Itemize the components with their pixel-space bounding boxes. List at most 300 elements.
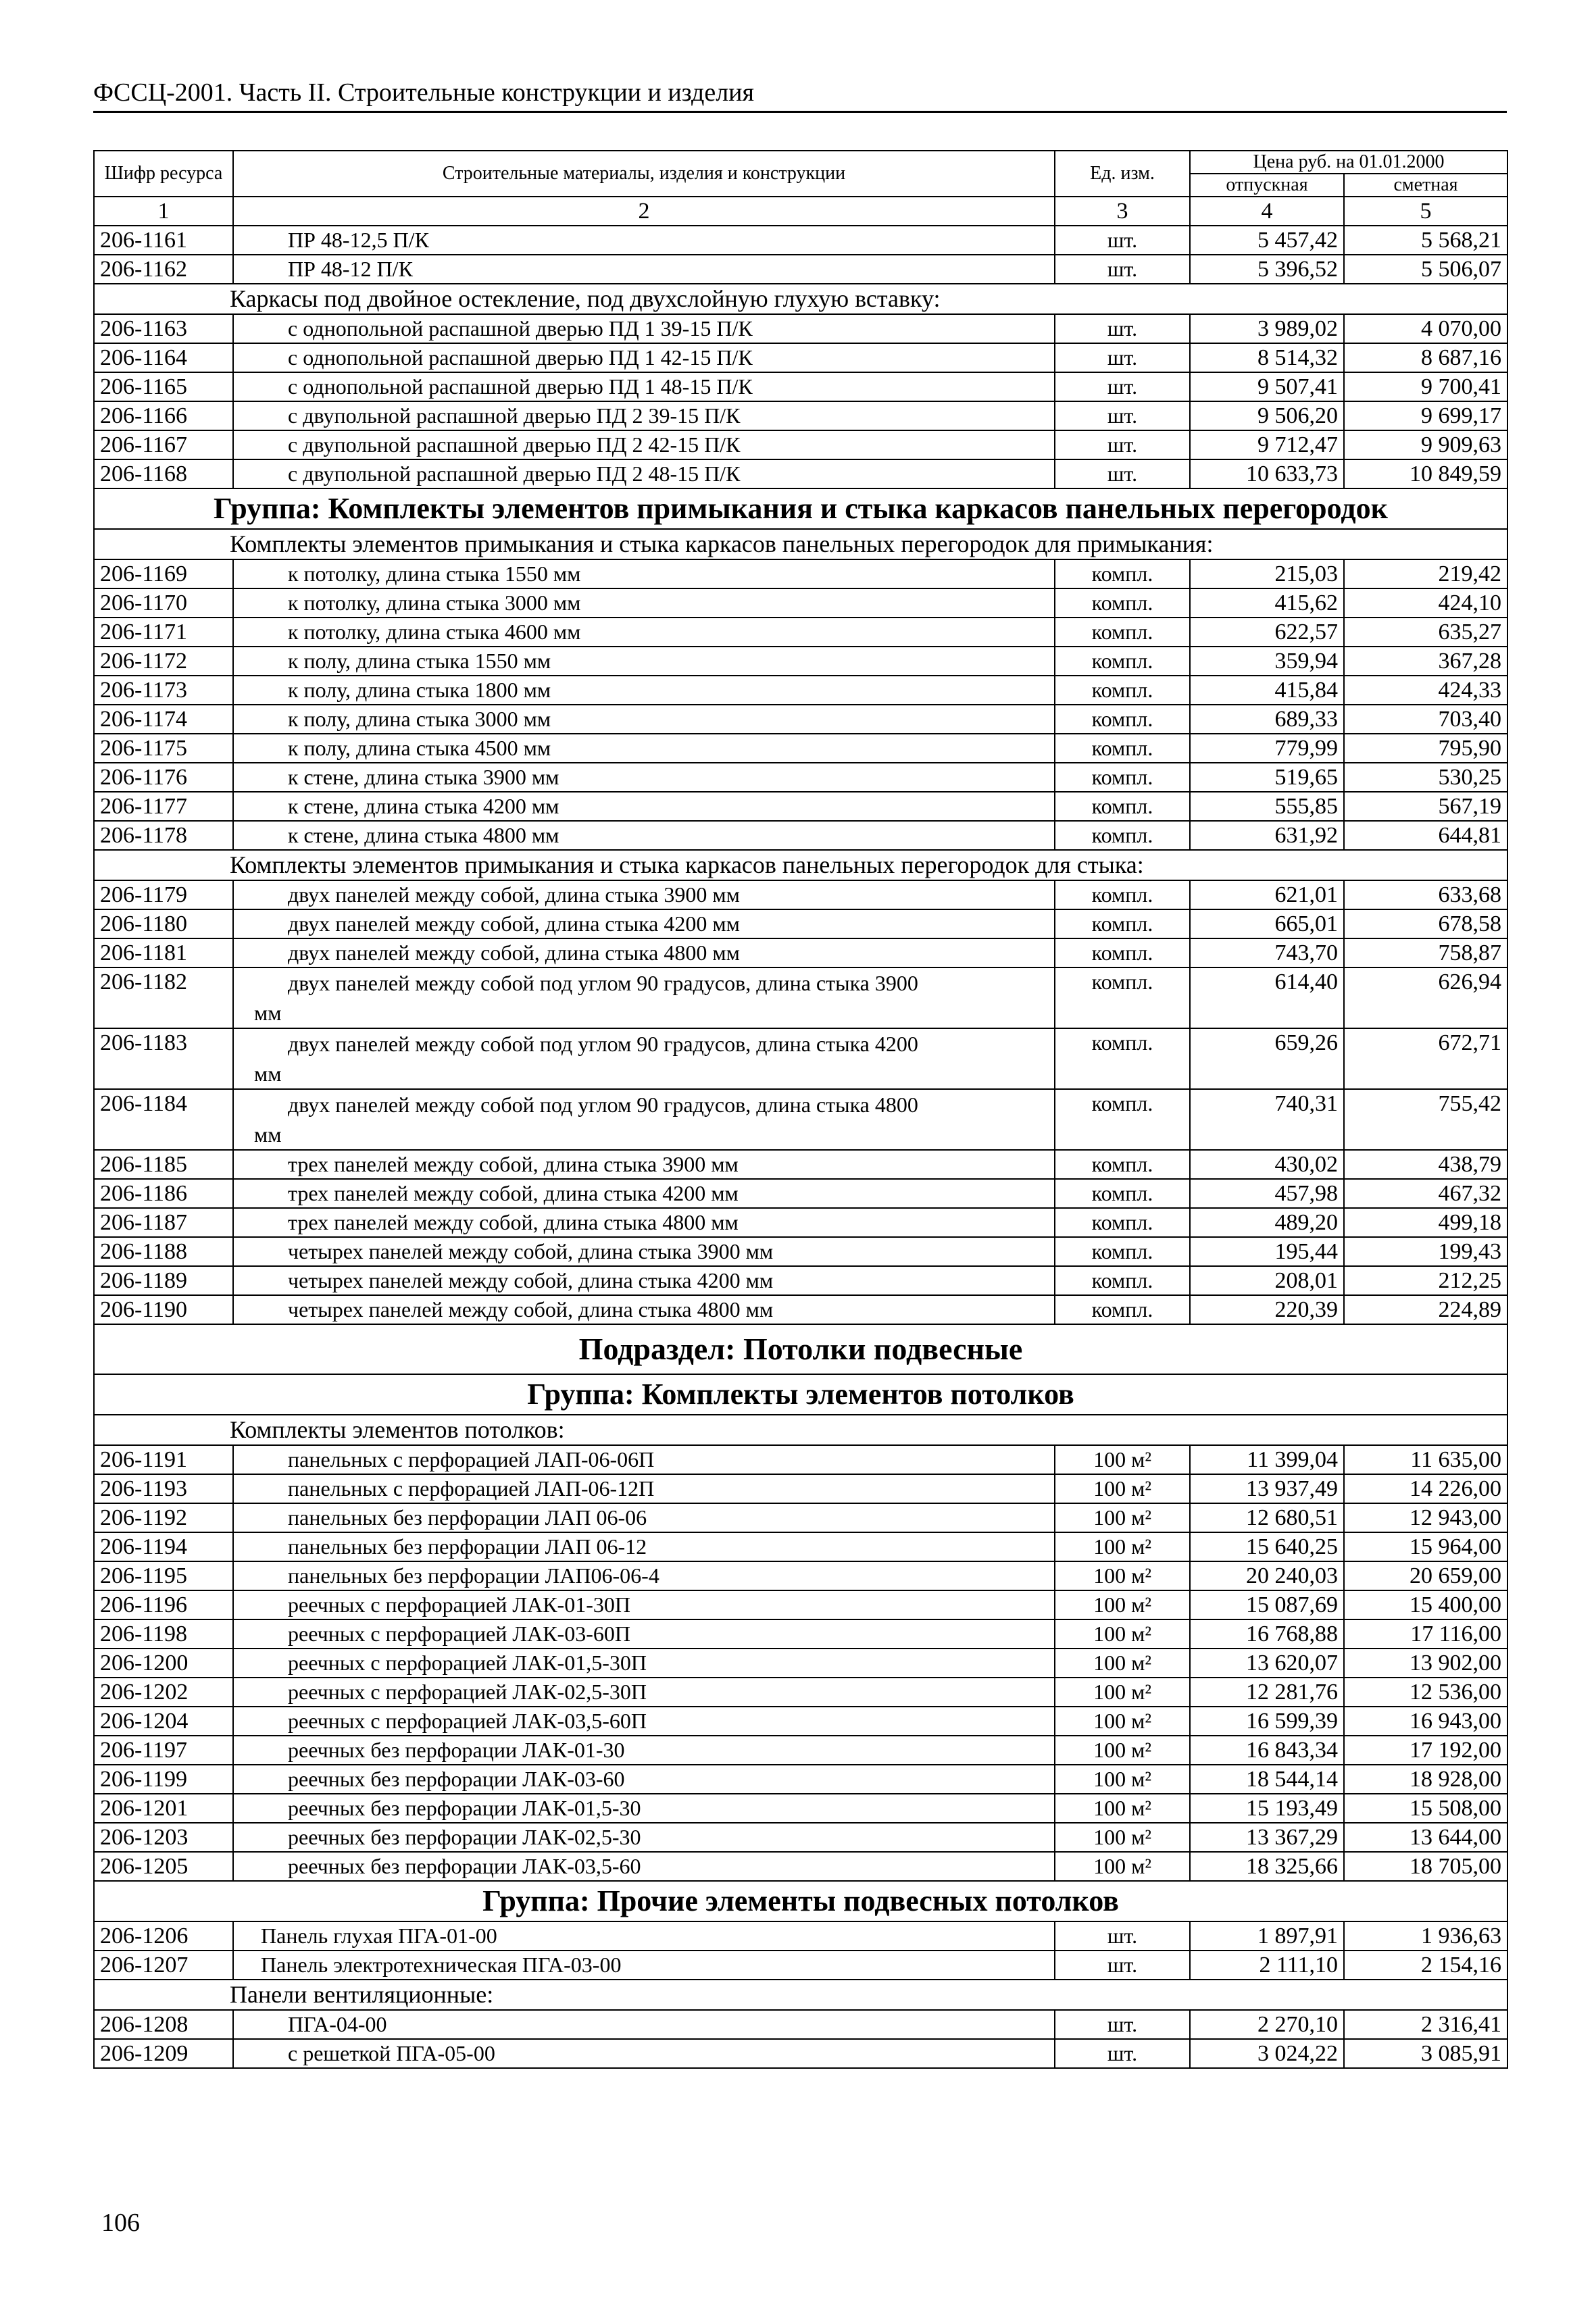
unit-of-measure: компл.	[1055, 1089, 1190, 1150]
release-price: 621,01	[1190, 880, 1344, 909]
item-name: ПР 48-12,5 П/К	[233, 226, 1055, 255]
item-name: реечных без перфорации ЛАК-01-30	[233, 1736, 1055, 1765]
release-price: 15 087,69	[1190, 1590, 1344, 1619]
item-name: к потолку, длина стыка 1550 мм	[233, 559, 1055, 588]
unit-of-measure: 100 м²	[1055, 1532, 1190, 1561]
table-row	[94, 559, 1507, 588]
unit-of-measure: 100 м²	[1055, 1474, 1190, 1503]
estimate-price: 626,94	[1344, 967, 1507, 1028]
resource-code: 206-1163	[94, 314, 233, 343]
item-name-continuation: мм	[254, 1001, 282, 1025]
unit-of-measure: компл.	[1055, 676, 1190, 705]
resource-code: 206-1168	[94, 459, 233, 488]
resource-code: 206-1182	[94, 967, 233, 1028]
table-row	[94, 1590, 1507, 1619]
item-name: ПГА-04-00	[233, 2010, 1055, 2039]
subgroup-heading: Комплекты элементов примыкания и стыка каркасов панельных перегородок для стыка:	[94, 850, 1507, 880]
estimate-price: 8 687,16	[1344, 343, 1507, 372]
table-row	[94, 1951, 1507, 1980]
release-price: 11 399,04	[1190, 1445, 1344, 1474]
release-price: 415,84	[1190, 676, 1344, 705]
table-row	[94, 430, 1507, 459]
unit-of-measure: компл.	[1055, 1028, 1190, 1089]
item-name: двух панелей между собой, длина стыка 3900 мм	[233, 880, 1055, 909]
item-name-continuation: мм	[254, 1061, 282, 1086]
table-row	[94, 1619, 1507, 1649]
resource-code: 206-1178	[94, 821, 233, 850]
table-row	[94, 1445, 1507, 1474]
group-heading-row	[94, 488, 1507, 529]
unit-of-measure: шт.	[1055, 226, 1190, 255]
group-heading: Группа: Комплекты элементов потолков	[94, 1374, 1507, 1415]
estimate-price: 16 943,00	[1344, 1707, 1507, 1736]
item-name: Панель глухая ПГА-01-00	[233, 1921, 1055, 1951]
subgroup-heading: Комплекты элементов примыкания и стыка каркасов панельных перегородок для примыкания:	[94, 529, 1507, 559]
estimate-price: 703,40	[1344, 705, 1507, 734]
release-price: 220,39	[1190, 1295, 1344, 1324]
estimate-price: 212,25	[1344, 1266, 1507, 1295]
release-price: 689,33	[1190, 705, 1344, 734]
unit-of-measure: компл.	[1055, 1150, 1190, 1179]
table-row	[94, 1852, 1507, 1881]
item-name: к потолку, длина стыка 4600 мм	[233, 618, 1055, 647]
resource-code: 206-1202	[94, 1678, 233, 1707]
subgroup-heading-row	[94, 850, 1507, 880]
release-price: 208,01	[1190, 1266, 1344, 1295]
item-name	[233, 967, 1055, 1028]
item-name: четырех панелей между собой, длина стыка 4800 мм	[233, 1295, 1055, 1324]
release-price: 195,44	[1190, 1237, 1344, 1266]
table-row	[94, 1503, 1507, 1532]
table-row	[94, 1532, 1507, 1561]
table-row	[94, 372, 1507, 401]
table-row	[94, 618, 1507, 647]
estimate-price: 17 192,00	[1344, 1736, 1507, 1765]
unit-of-measure: 100 м²	[1055, 1503, 1190, 1532]
resource-code: 206-1195	[94, 1561, 233, 1590]
release-price: 2 270,10	[1190, 2010, 1344, 2039]
table-row	[94, 226, 1507, 255]
release-price: 665,01	[1190, 909, 1344, 938]
header-estimate-price: сметная	[1344, 174, 1507, 197]
resource-code: 206-1183	[94, 1028, 233, 1089]
release-price: 457,98	[1190, 1179, 1344, 1208]
resource-code: 206-1201	[94, 1794, 233, 1823]
table-row	[94, 1150, 1507, 1179]
estimate-price: 14 226,00	[1344, 1474, 1507, 1503]
estimate-price: 13 902,00	[1344, 1649, 1507, 1678]
item-name-line: двух панелей между собой под углом 90 градусов, длина стыка 3900	[288, 971, 918, 995]
unit-of-measure: компл.	[1055, 734, 1190, 763]
table-row	[94, 676, 1507, 705]
table-row	[94, 314, 1507, 343]
unit-of-measure: шт.	[1055, 2039, 1190, 2068]
item-name: к полу, длина стыка 1800 мм	[233, 676, 1055, 705]
estimate-price: 13 644,00	[1344, 1823, 1507, 1852]
resource-code: 206-1187	[94, 1208, 233, 1237]
estimate-price: 467,32	[1344, 1179, 1507, 1208]
table-row	[94, 2039, 1507, 2068]
table-row	[94, 1266, 1507, 1295]
estimate-price: 678,58	[1344, 909, 1507, 938]
estimate-price: 18 928,00	[1344, 1765, 1507, 1794]
item-name: реечных без перфорации ЛАК-03-60	[233, 1765, 1055, 1794]
item-name: панельных без перфорации ЛАП 06-06	[233, 1503, 1055, 1532]
unit-of-measure: компл.	[1055, 705, 1190, 734]
unit-of-measure: 100 м²	[1055, 1619, 1190, 1649]
header-col-number: 2	[233, 197, 1055, 226]
release-price: 743,70	[1190, 938, 1344, 967]
item-name: к потолку, длина стыка 3000 мм	[233, 588, 1055, 618]
resource-code: 206-1200	[94, 1649, 233, 1678]
resource-code: 206-1162	[94, 255, 233, 284]
table-row	[94, 1208, 1507, 1237]
table-row	[94, 401, 1507, 430]
estimate-price: 424,10	[1344, 588, 1507, 618]
table-row	[94, 705, 1507, 734]
release-price: 9 712,47	[1190, 430, 1344, 459]
resource-code: 206-1186	[94, 1179, 233, 1208]
estimate-price: 15 964,00	[1344, 1532, 1507, 1561]
resource-code: 206-1185	[94, 1150, 233, 1179]
resource-code: 206-1170	[94, 588, 233, 618]
release-price: 18 544,14	[1190, 1765, 1344, 1794]
estimate-price: 199,43	[1344, 1237, 1507, 1266]
subgroup-heading: Панели вентиляционные:	[94, 1980, 1507, 2010]
estimate-price: 438,79	[1344, 1150, 1507, 1179]
unit-of-measure: компл.	[1055, 938, 1190, 967]
resource-code: 206-1197	[94, 1736, 233, 1765]
table-row	[94, 647, 1507, 676]
table-header	[94, 151, 1507, 226]
resource-code: 206-1169	[94, 559, 233, 588]
resource-code: 206-1172	[94, 647, 233, 676]
resource-code: 206-1198	[94, 1619, 233, 1649]
item-name: к стене, длина стыка 4200 мм	[233, 792, 1055, 821]
item-name: реечных с перфорацией ЛАК-01-30П	[233, 1590, 1055, 1619]
resource-code: 206-1179	[94, 880, 233, 909]
estimate-price: 20 659,00	[1344, 1561, 1507, 1590]
estimate-price: 12 943,00	[1344, 1503, 1507, 1532]
release-price: 415,62	[1190, 588, 1344, 618]
release-price: 622,57	[1190, 618, 1344, 647]
resource-code: 206-1191	[94, 1445, 233, 1474]
unit-of-measure: компл.	[1055, 1208, 1190, 1237]
resource-code: 206-1196	[94, 1590, 233, 1619]
item-name: реечных без перфорации ЛАК-03,5-60	[233, 1852, 1055, 1881]
release-price: 5 457,42	[1190, 226, 1344, 255]
item-name: панельных с перфорацией ЛАП-06-12П	[233, 1474, 1055, 1503]
item-name: четырех панелей между собой, длина стыка 3900 мм	[233, 1237, 1055, 1266]
item-name: трех панелей между собой, длина стыка 4800 мм	[233, 1208, 1055, 1237]
estimate-price: 5 568,21	[1344, 226, 1507, 255]
resource-code: 206-1173	[94, 676, 233, 705]
resource-code: 206-1203	[94, 1823, 233, 1852]
unit-of-measure: шт.	[1055, 2010, 1190, 2039]
section-heading: Подраздел: Потолки подвесные	[94, 1324, 1507, 1374]
group-heading: Группа: Прочие элементы подвесных потолков	[94, 1881, 1507, 1921]
estimate-price: 758,87	[1344, 938, 1507, 967]
table-row	[94, 343, 1507, 372]
header-col-number: 4	[1190, 197, 1344, 226]
subgroup-heading-row	[94, 529, 1507, 559]
item-name: к полу, длина стыка 3000 мм	[233, 705, 1055, 734]
unit-of-measure: 100 м²	[1055, 1561, 1190, 1590]
item-name: реечных без перфорации ЛАК-02,5-30	[233, 1823, 1055, 1852]
table-row	[94, 967, 1507, 1028]
unit-of-measure: компл.	[1055, 821, 1190, 850]
resource-code: 206-1161	[94, 226, 233, 255]
resource-code: 206-1176	[94, 763, 233, 792]
table-body	[94, 226, 1507, 2068]
unit-of-measure: шт.	[1055, 1921, 1190, 1951]
item-name: с однопольной распашной дверью ПД 1 48-15 П/К	[233, 372, 1055, 401]
group-heading-row	[94, 1881, 1507, 1921]
subgroup-heading: Комплекты элементов потолков:	[94, 1415, 1507, 1445]
release-price: 16 768,88	[1190, 1619, 1344, 1649]
estimate-price: 3 085,91	[1344, 2039, 1507, 2068]
unit-of-measure: компл.	[1055, 559, 1190, 588]
table-row	[94, 1823, 1507, 1852]
item-name: реечных с перфорацией ЛАК-03,5-60П	[233, 1707, 1055, 1736]
release-price: 9 506,20	[1190, 401, 1344, 430]
resource-code: 206-1180	[94, 909, 233, 938]
estimate-price: 795,90	[1344, 734, 1507, 763]
resource-code: 206-1204	[94, 1707, 233, 1736]
item-name: реечных без перфорации ЛАК-01,5-30	[233, 1794, 1055, 1823]
header-col-number: 1	[94, 197, 233, 226]
estimate-price: 2 154,16	[1344, 1951, 1507, 1980]
unit-of-measure: шт.	[1055, 459, 1190, 488]
table-row	[94, 1089, 1507, 1150]
release-price: 1 897,91	[1190, 1921, 1344, 1951]
estimate-price: 9 700,41	[1344, 372, 1507, 401]
release-price: 3 024,22	[1190, 2039, 1344, 2068]
release-price: 430,02	[1190, 1150, 1344, 1179]
unit-of-measure: компл.	[1055, 792, 1190, 821]
estimate-price: 9 909,63	[1344, 430, 1507, 459]
unit-of-measure: 100 м²	[1055, 1823, 1190, 1852]
estimate-price: 12 536,00	[1344, 1678, 1507, 1707]
resource-code: 206-1207	[94, 1951, 233, 1980]
unit-of-measure: 100 м²	[1055, 1649, 1190, 1678]
table-row	[94, 880, 1507, 909]
item-name: панельных без перфорации ЛАП06-06-4	[233, 1561, 1055, 1590]
resource-code: 206-1164	[94, 343, 233, 372]
table-row	[94, 909, 1507, 938]
item-name: с решеткой ПГА-05-00	[233, 2039, 1055, 2068]
release-price: 8 514,32	[1190, 343, 1344, 372]
release-price: 659,26	[1190, 1028, 1344, 1089]
estimate-price: 10 849,59	[1344, 459, 1507, 488]
table-row	[94, 255, 1507, 284]
item-name: с однопольной распашной дверью ПД 1 39-15 П/К	[233, 314, 1055, 343]
item-name: с двупольной распашной дверью ПД 2 39-15 П/К	[233, 401, 1055, 430]
release-price: 18 325,66	[1190, 1852, 1344, 1881]
estimate-price: 15 400,00	[1344, 1590, 1507, 1619]
estimate-price: 219,42	[1344, 559, 1507, 588]
estimate-price: 4 070,00	[1344, 314, 1507, 343]
item-name: реечных с перфорацией ЛАК-03-60П	[233, 1619, 1055, 1649]
subgroup-heading-row	[94, 284, 1507, 314]
resource-code: 206-1166	[94, 401, 233, 430]
unit-of-measure: шт.	[1055, 255, 1190, 284]
unit-of-measure: шт.	[1055, 314, 1190, 343]
table-row	[94, 1765, 1507, 1794]
estimate-price: 224,89	[1344, 1295, 1507, 1324]
release-price: 215,03	[1190, 559, 1344, 588]
table-row	[94, 821, 1507, 850]
estimate-price: 672,71	[1344, 1028, 1507, 1089]
resource-code: 206-1192	[94, 1503, 233, 1532]
header-release-price: отпускная	[1190, 174, 1344, 197]
unit-of-measure: компл.	[1055, 1295, 1190, 1324]
subgroup-heading-row	[94, 1415, 1507, 1445]
resource-code: 206-1209	[94, 2039, 233, 2068]
item-name: с двупольной распашной дверью ПД 2 48-15 П/К	[233, 459, 1055, 488]
item-name: Панель электротехническая ПГА-03-00	[233, 1951, 1055, 1980]
unit-of-measure: 100 м²	[1055, 1445, 1190, 1474]
estimate-price: 755,42	[1344, 1089, 1507, 1150]
unit-of-measure: компл.	[1055, 909, 1190, 938]
estimate-price: 644,81	[1344, 821, 1507, 850]
release-price: 519,65	[1190, 763, 1344, 792]
estimate-price: 424,33	[1344, 676, 1507, 705]
header-price: Цена руб. на 01.01.2000	[1190, 151, 1507, 174]
header-unit: Ед. изм.	[1055, 151, 1190, 197]
release-price: 13 367,29	[1190, 1823, 1344, 1852]
table-row	[94, 763, 1507, 792]
table-row	[94, 1736, 1507, 1765]
unit-of-measure: компл.	[1055, 618, 1190, 647]
estimate-price: 1 936,63	[1344, 1921, 1507, 1951]
item-name	[233, 1028, 1055, 1089]
unit-of-measure: шт.	[1055, 343, 1190, 372]
table-row	[94, 1237, 1507, 1266]
item-name: к стене, длина стыка 4800 мм	[233, 821, 1055, 850]
table-row	[94, 2010, 1507, 2039]
estimate-price: 367,28	[1344, 647, 1507, 676]
resource-code: 206-1188	[94, 1237, 233, 1266]
estimate-price: 17 116,00	[1344, 1619, 1507, 1649]
table-row	[94, 1474, 1507, 1503]
unit-of-measure: компл.	[1055, 880, 1190, 909]
release-price: 16 843,34	[1190, 1736, 1344, 1765]
unit-of-measure: компл.	[1055, 1179, 1190, 1208]
item-name	[233, 1089, 1055, 1150]
unit-of-measure: компл.	[1055, 763, 1190, 792]
item-name: трех панелей между собой, длина стыка 4200 мм	[233, 1179, 1055, 1208]
table-row	[94, 1678, 1507, 1707]
table-row	[94, 1295, 1507, 1324]
unit-of-measure: 100 м²	[1055, 1707, 1190, 1736]
item-name: четырех панелей между собой, длина стыка 4200 мм	[233, 1266, 1055, 1295]
unit-of-measure: 100 м²	[1055, 1765, 1190, 1794]
item-name: трех панелей между собой, длина стыка 3900 мм	[233, 1150, 1055, 1179]
unit-of-measure: 100 м²	[1055, 1852, 1190, 1881]
item-name: панельных без перфорации ЛАП 06-12	[233, 1532, 1055, 1561]
estimate-price: 530,25	[1344, 763, 1507, 792]
release-price: 13 620,07	[1190, 1649, 1344, 1678]
group-heading: Группа: Комплекты элементов примыкания и стыка каркасов панельных перегородок	[94, 488, 1507, 529]
estimate-price: 5 506,07	[1344, 255, 1507, 284]
unit-of-measure: компл.	[1055, 588, 1190, 618]
unit-of-measure: 100 м²	[1055, 1678, 1190, 1707]
header-name: Строительные материалы, изделия и конструкции	[233, 151, 1055, 197]
resource-code: 206-1194	[94, 1532, 233, 1561]
release-price: 15 640,25	[1190, 1532, 1344, 1561]
release-price: 631,92	[1190, 821, 1344, 850]
release-price: 555,85	[1190, 792, 1344, 821]
resource-code: 206-1184	[94, 1089, 233, 1150]
estimate-price: 633,68	[1344, 880, 1507, 909]
item-name: двух панелей между собой, длина стыка 4800 мм	[233, 938, 1055, 967]
unit-of-measure: шт.	[1055, 430, 1190, 459]
item-name-line: двух панелей между собой под углом 90 градусов, длина стыка 4800	[288, 1092, 918, 1117]
estimate-price: 499,18	[1344, 1208, 1507, 1237]
release-price: 16 599,39	[1190, 1707, 1344, 1736]
release-price: 2 111,10	[1190, 1951, 1344, 1980]
table-row	[94, 938, 1507, 967]
item-name: к полу, длина стыка 4500 мм	[233, 734, 1055, 763]
resource-code: 206-1189	[94, 1266, 233, 1295]
item-name: к полу, длина стыка 1550 мм	[233, 647, 1055, 676]
item-name: к стене, длина стыка 3900 мм	[233, 763, 1055, 792]
unit-of-measure: шт.	[1055, 1951, 1190, 1980]
table-row	[94, 1649, 1507, 1678]
table-row	[94, 1561, 1507, 1590]
resource-code: 206-1206	[94, 1921, 233, 1951]
resource-code: 206-1177	[94, 792, 233, 821]
item-name: с двупольной распашной дверью ПД 2 42-15 П/К	[233, 430, 1055, 459]
item-name-continuation: мм	[254, 1122, 282, 1147]
table-row	[94, 734, 1507, 763]
release-price: 15 193,49	[1190, 1794, 1344, 1823]
estimate-price: 11 635,00	[1344, 1445, 1507, 1474]
header-col-number: 5	[1344, 197, 1507, 226]
resource-code: 206-1208	[94, 2010, 233, 2039]
unit-of-measure: 100 м²	[1055, 1590, 1190, 1619]
resource-code: 206-1199	[94, 1765, 233, 1794]
unit-of-measure: компл.	[1055, 1237, 1190, 1266]
price-table	[93, 150, 1508, 2069]
resource-code: 206-1205	[94, 1852, 233, 1881]
header-col-number: 3	[1055, 197, 1190, 226]
table-row	[94, 459, 1507, 488]
resource-code: 206-1167	[94, 430, 233, 459]
release-price: 13 937,49	[1190, 1474, 1344, 1503]
resource-code: 206-1190	[94, 1295, 233, 1324]
item-name: ПР 48-12 П/К	[233, 255, 1055, 284]
release-price: 20 240,03	[1190, 1561, 1344, 1590]
page-number: 106	[101, 2209, 140, 2237]
release-price: 779,99	[1190, 734, 1344, 763]
table-row	[94, 1179, 1507, 1208]
resource-code: 206-1193	[94, 1474, 233, 1503]
unit-of-measure: шт.	[1055, 401, 1190, 430]
table-row	[94, 1707, 1507, 1736]
release-price: 3 989,02	[1190, 314, 1344, 343]
release-price: 10 633,73	[1190, 459, 1344, 488]
item-name: реечных с перфорацией ЛАК-01,5-30П	[233, 1649, 1055, 1678]
table-row	[94, 1921, 1507, 1951]
resource-code: 206-1165	[94, 372, 233, 401]
unit-of-measure: 100 м²	[1055, 1736, 1190, 1765]
release-price: 12 281,76	[1190, 1678, 1344, 1707]
subgroup-heading-row	[94, 1980, 1507, 2010]
release-price: 614,40	[1190, 967, 1344, 1028]
resource-code: 206-1181	[94, 938, 233, 967]
